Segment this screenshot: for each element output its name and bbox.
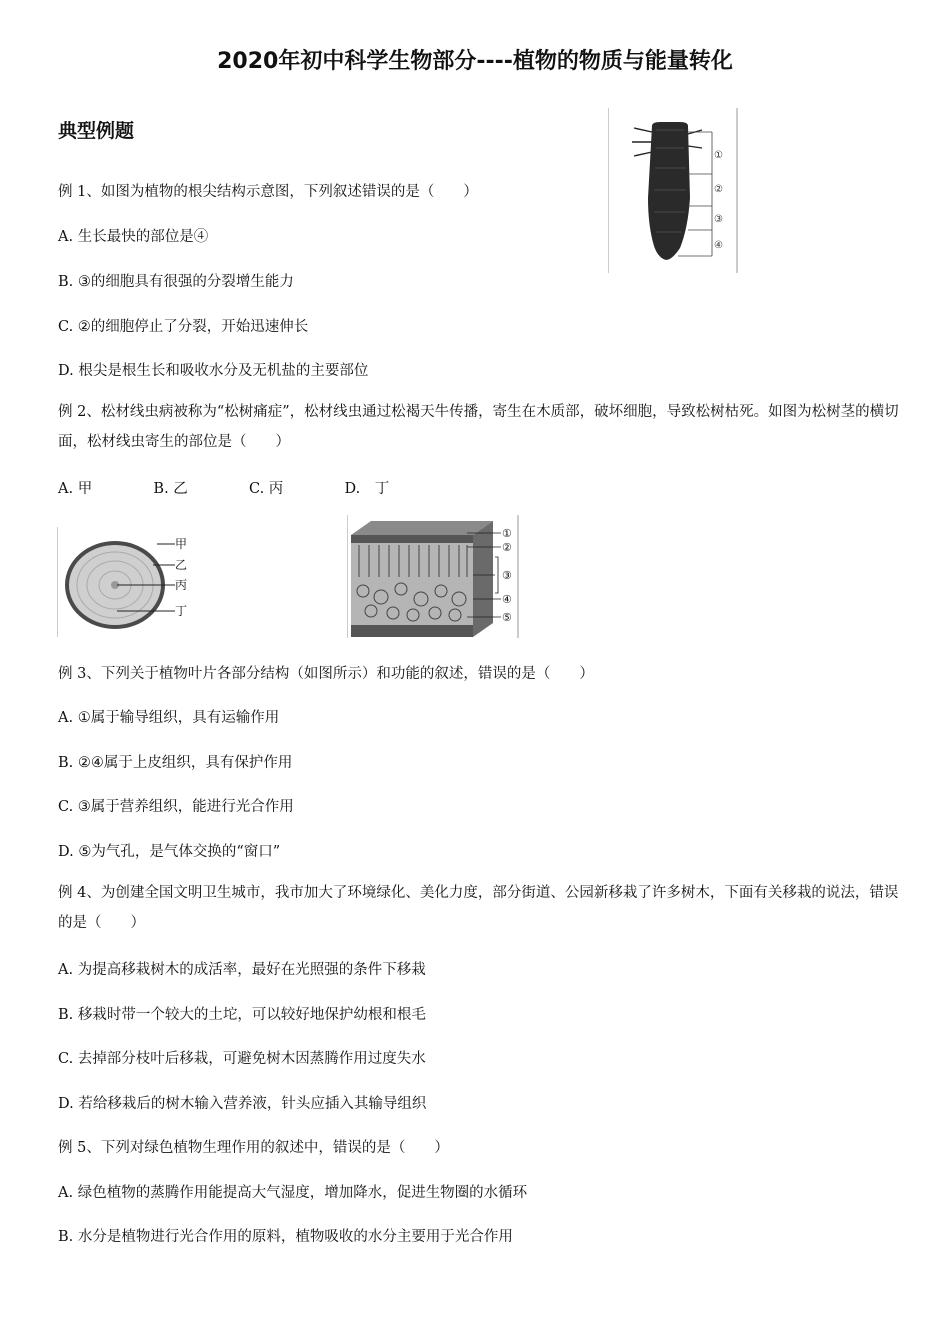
- q3-option-d: D. ⑤为气孔，是气体交换的“窗口”: [58, 844, 281, 860]
- leaf-label-5: ⑤: [502, 611, 512, 624]
- q5-option-b: B. 水分是植物进行光合作用的原料，植物吸收的水分主要用于光合作用: [58, 1229, 513, 1245]
- leaf-label-4: ④: [502, 593, 512, 606]
- q2-stem: 例 2、松材线虫病被称为“松树痛症”，松材线虫通过松褐天牛传播，寄生在木质部，破坏细胞，导致松树枯死。如图为松树茎的横切面，松材线虫寄生的部位是（ ）: [58, 404, 899, 450]
- root-label-2: ②: [714, 184, 723, 195]
- q1-option-a: A. 生长最快的部位是④: [58, 229, 209, 245]
- q4-option-a: A. 为提高移栽树木的成活率，最好在光照强的条件下移栽: [58, 962, 426, 978]
- q5-stem: 例 5、下列对绿色植物生理作用的叙述中，错误的是（ ）: [58, 1140, 449, 1156]
- q4-option-c: C. 去掉部分枝叶后移栽，可避免树木因蒸腾作用过度失水: [58, 1051, 426, 1067]
- q2-option-c: C. 丙: [249, 481, 284, 497]
- q3-option-c: C. ③属于营养组织，能进行光合作用: [58, 799, 294, 815]
- leaf-label-2: ②: [502, 541, 512, 554]
- leaf-label-1: ①: [502, 527, 512, 540]
- stem-label-yi: 乙: [175, 558, 188, 572]
- q4-option-b: B. 移栽时带一个较大的土坨，可以较好地保护幼根和根毛: [58, 1007, 426, 1023]
- root-label-4: ④: [714, 240, 723, 251]
- q1-option-d: D. 根尖是根生长和吸收水分及无机盐的主要部位: [58, 363, 369, 379]
- q2-options: [58, 477, 389, 498]
- section-heading: 典型例题: [58, 120, 135, 142]
- q3-option-a: A. ①属于输导组织，具有运输作用: [58, 710, 280, 726]
- q3-option-b: B. ②④属于上皮组织，具有保护作用: [58, 755, 293, 771]
- q5-option-a: A. 绿色植物的蒸腾作用能提高大气湿度，增加降水，促进生物圈的水循环: [58, 1185, 528, 1201]
- root-label-1: ①: [714, 150, 723, 161]
- q1-option-b: B. ③的细胞具有很强的分裂增生能力: [58, 274, 294, 290]
- q1-stem: 例 1、如图为植物的根尖结构示意图，下列叙述错误的是（ ）: [58, 184, 478, 200]
- q4-option-d: D. 若给移栽后的树木输入营养液，针头应插入其输导组织: [58, 1096, 427, 1112]
- stem-cross-section-figure: [57, 527, 190, 637]
- document-title: 2020年初中科学生物部分----植物的物质与能量转化: [217, 49, 733, 74]
- stem-label-bing: 丙: [175, 578, 188, 592]
- q2-option-b: B. 乙: [153, 481, 188, 497]
- stem-label-ding: 丁: [175, 604, 188, 618]
- q2-option-a: A. 甲: [58, 481, 93, 497]
- root-tip-figure: [608, 108, 738, 273]
- stem-label-jia: 甲: [175, 537, 188, 551]
- q2-option-d: D. 丁: [344, 481, 390, 497]
- leaf-label-3: ③: [502, 569, 512, 582]
- q4-stem: 例 4、为创建全国文明卫生城市，我市加大了环境绿化、美化力度，部分街道、公园新移栽了许多树木，下面有关移栽的说法，错误的是（ ）: [58, 885, 899, 931]
- leaf-structure-figure: [347, 515, 519, 638]
- q3-stem: 例 3、下列关于植物叶片各部分结构（如图所示）和功能的叙述，错误的是（ ）: [58, 666, 594, 682]
- q1-option-c: C. ②的细胞停止了分裂，开始迅速伸长: [58, 319, 309, 335]
- root-label-3: ③: [714, 214, 723, 225]
